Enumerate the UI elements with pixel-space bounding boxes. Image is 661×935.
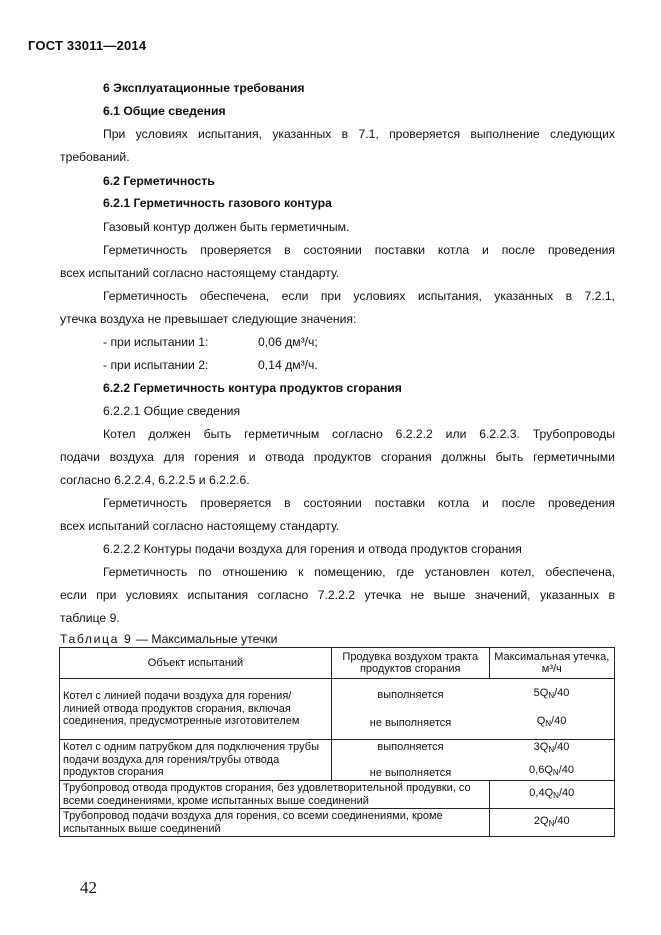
section-6-1-heading: 6.1 Общие сведения: [103, 104, 226, 118]
list-item: [103, 335, 208, 349]
list-item-value: 0,14 дм³/ч.: [258, 358, 318, 372]
section-6-2-2-heading: 6.2.2 Герметичность контура продуктов сгорания: [103, 381, 402, 395]
table-caption-label: Таблица 9: [60, 632, 133, 646]
table-caption: [60, 632, 277, 646]
paragraph-line: Газовый контур должен быть герметичным.: [103, 220, 350, 234]
paragraph-line: Котел должен быть герметичным согласно 6.2.2.2 или 6.2.2.3. Трубопроводы: [103, 427, 615, 441]
row-leak: [489, 679, 614, 740]
purge-no: не выполняется: [369, 766, 452, 779]
header-max-leak: Максимальная утечка, м³/ч: [489, 648, 614, 679]
row-leak: $2Q_N/40$: [489, 809, 614, 837]
paragraph-line: Герметичность проверяется в состоянии поставки котла и после проведения: [103, 243, 615, 257]
section-6-2-2-1-heading: 6.2.2.1 Общие сведения: [103, 404, 241, 418]
row-object: Трубопровод отвода продуктов сгорания, без удовлетворительной продувки, со всеми соединениями, кроме испытанных выше соединений: [60, 781, 490, 809]
table-row: [60, 781, 615, 809]
purge-no: не выполняется: [369, 716, 452, 729]
list-item-label: - при испытании 2:: [103, 358, 209, 372]
paragraph-line: всех испытаний согласно настоящему стандарту.: [60, 266, 340, 280]
max-leak-table: [59, 647, 615, 837]
paragraph-line: Герметичность по отношению к помещению, где установлен котел, обеспечена,: [103, 565, 615, 579]
row-object: Трубопровод подачи воздуха для горения, со всеми соединениями, кроме испытанных выше соединений: [60, 809, 490, 837]
section-6-1-text-line: При условиях испытания, указанных в 7.1, проверяется выполнение следующих: [103, 127, 615, 141]
table-caption-title: — Максимальные утечки: [132, 632, 278, 646]
row-leak: $0,4Q_N/40$: [489, 781, 614, 809]
section-6-2-heading: 6.2 Герметичность: [103, 174, 215, 188]
leak-no: $Q_N/40$: [536, 715, 567, 729]
paragraph-line: согласно 6.2.2.4, 6.2.2.5 и 6.2.2.6.: [60, 473, 250, 487]
table-row: [60, 679, 615, 740]
leak-yes: $5Q_N/40$: [533, 687, 570, 701]
table-header-row: [60, 648, 615, 679]
row-leak: [489, 740, 614, 781]
page-number: 42: [80, 878, 97, 897]
leak-yes: $3Q_N/40$: [533, 741, 570, 754]
row-object: Котел с линией подачи воздуха для горения/линией отвода продуктов сгорания, включая соединения, предусмотренные изготовителем: [60, 679, 332, 740]
section-6-heading: 6 Эксплуатационные требования: [103, 81, 305, 95]
document-header: ГОСТ 33011—2014: [28, 38, 147, 53]
row-object: Котел с одним патрубком для подключения трубы подачи воздуха для горения/трубы отвода продуктов сгорания: [60, 740, 332, 781]
section-6-2-2-2-heading: 6.2.2.2 Контуры подачи воздуха для горения и отвода продуктов сгорания: [103, 542, 522, 556]
paragraph-line: всех испытаний согласно настоящему стандарту.: [60, 519, 340, 533]
section-6-1-text-line: требований.: [60, 150, 130, 164]
row-purge: [331, 740, 489, 781]
header-object: Объект испытаний: [60, 648, 332, 679]
table-row: [60, 809, 615, 837]
table-row: [60, 740, 615, 781]
section-6-2-1-heading: 6.2.1 Герметичность газового контура: [103, 196, 332, 210]
paragraph-line: Герметичность проверяется в состоянии поставки котла и после проведения: [103, 496, 615, 510]
header-purge: Продувка воздухом тракта продуктов сгорания: [331, 648, 489, 679]
paragraph-line: подачи воздуха для горения и отвода продуктов сгорания должны быть герметичными: [60, 450, 615, 464]
paragraph-line: Герметичность обеспечена, если при условиях испытания, указанных в 7.2.1,: [103, 289, 615, 303]
paragraph-line: утечка воздуха не превышает следующие значения:: [60, 312, 357, 326]
list-item-value: 0,06 дм³/ч;: [258, 335, 318, 349]
list-item: [103, 358, 208, 372]
list-item-label: - при испытании 1:: [103, 335, 209, 349]
leak-no: $0,6Q_N/40$: [529, 763, 574, 777]
paragraph-line: таблице 9.: [60, 611, 120, 625]
purge-yes: выполняется: [377, 741, 444, 753]
purge-yes: выполняется: [377, 688, 444, 701]
paragraph-line: если при условиях испытания согласно 7.2.2.2 утечка не выше значений, указанных в: [60, 588, 615, 602]
row-purge: [331, 679, 489, 740]
